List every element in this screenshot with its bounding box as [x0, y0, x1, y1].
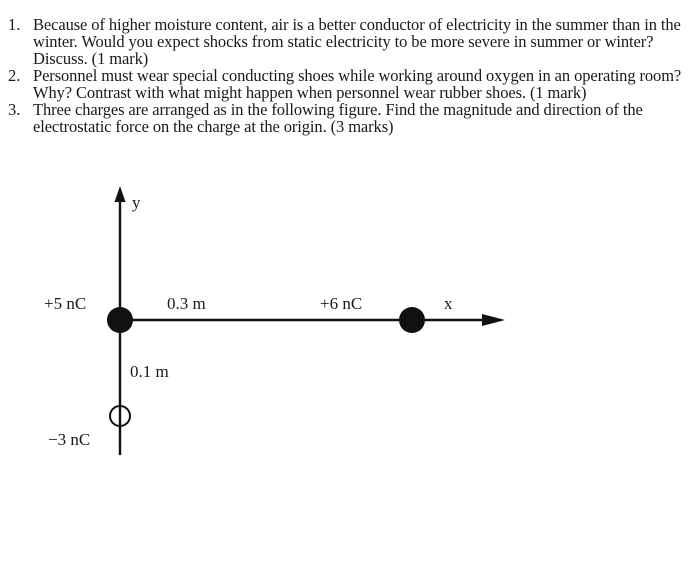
question-number: 1. — [8, 15, 21, 34]
charge-negative-label: −3 nC — [48, 430, 91, 449]
charge-x-dot — [399, 307, 425, 333]
distance-y-label: 0.1 m — [130, 362, 169, 381]
question-text: Because of higher moisture content, air is a better conductor of electricity in the summer than in the winter. Would you expect shocks from static electricity to be more severe in summer or winter? Discuss. (1 mark) — [33, 15, 681, 68]
charge-x-label: +6 nC — [320, 294, 363, 313]
distance-x-label: 0.3 m — [167, 294, 206, 313]
question-text: Three charges are arranged as in the following figure. Find the magnitude and direction of the electrostatic force on the charge at the origin. (3 marks) — [33, 100, 643, 136]
x-axis-arrowhead — [482, 314, 505, 326]
y-axis-label: y — [132, 193, 141, 212]
question-text: Personnel must wear special conducting shoes while working around oxygen in an operating room? Why? Contrast with what might happen when personnel wear rubber shoes. (1 mark) — [33, 66, 682, 102]
charge-origin-dot — [107, 307, 133, 333]
question-number: 3. — [8, 100, 21, 119]
charge-origin-label: +5 nC — [44, 294, 87, 313]
y-axis-arrowhead — [115, 186, 126, 202]
question-number: 2. — [8, 66, 21, 85]
x-axis-label: x — [444, 294, 453, 313]
